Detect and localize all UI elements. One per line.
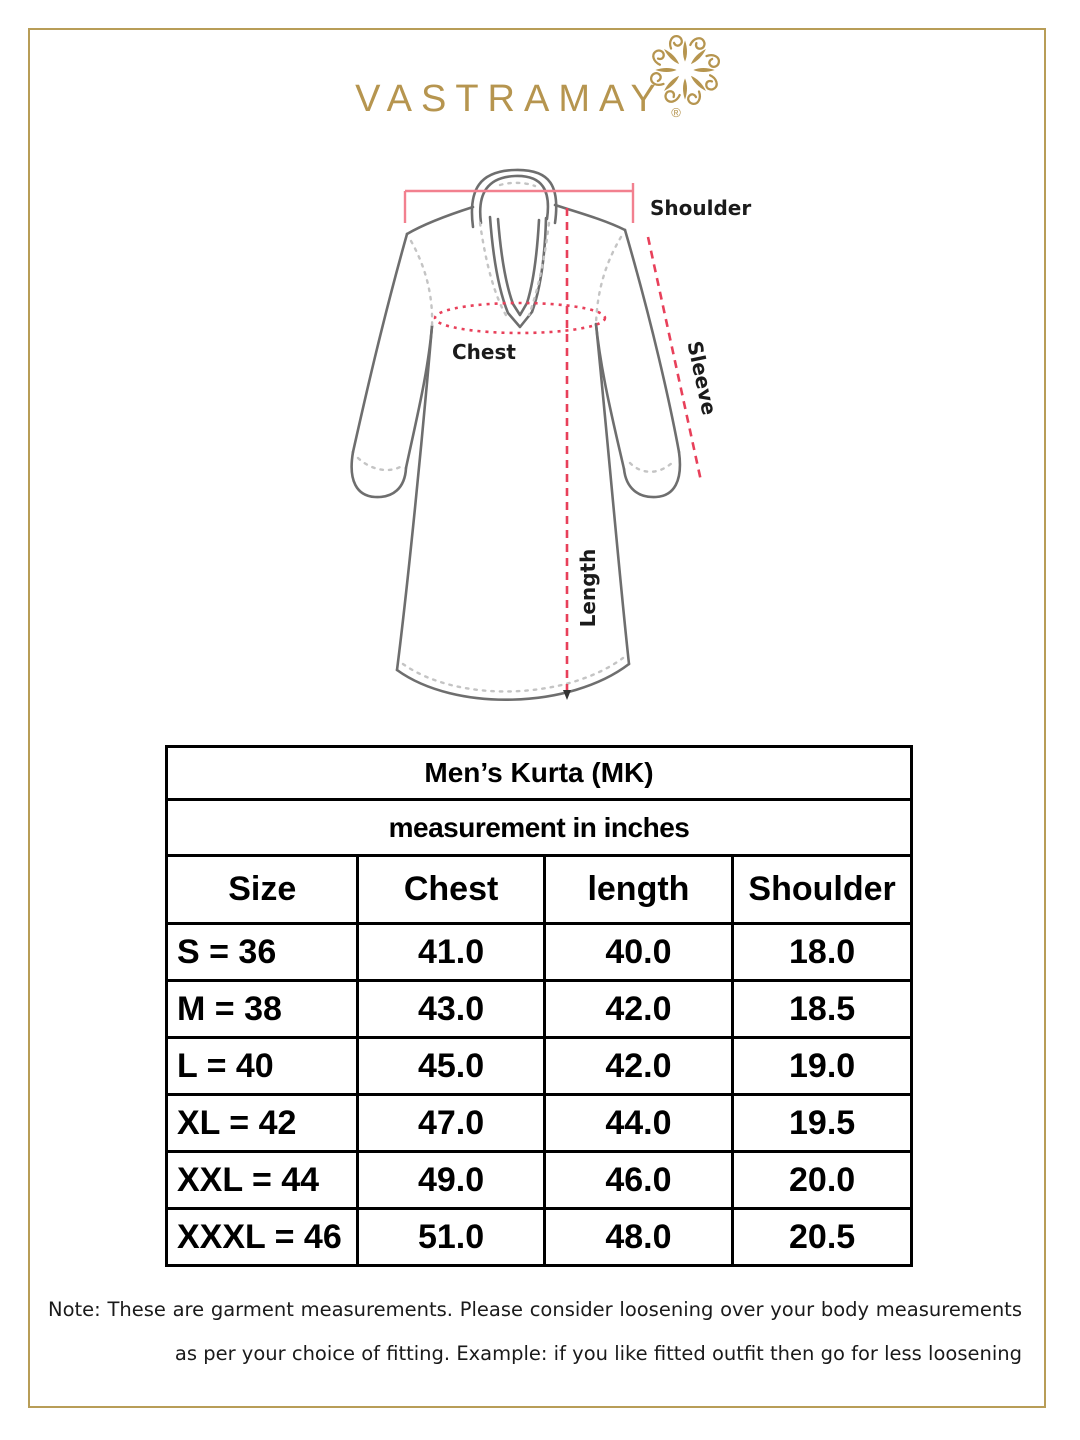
- chest-cell: 47.0: [358, 1095, 544, 1152]
- shoulder-cell: 19.0: [733, 1038, 912, 1095]
- kurta-measurement-diagram: [340, 163, 760, 733]
- chest-cell: 45.0: [358, 1038, 544, 1095]
- shoulder-cell: 20.5: [733, 1209, 912, 1266]
- chest-cell: 49.0: [358, 1152, 544, 1209]
- length-label: Length: [576, 548, 600, 628]
- collar-band-outer: [472, 170, 556, 227]
- right-sleeve-inner: [596, 324, 624, 469]
- left-sleeve-inner: [406, 326, 432, 468]
- length-cell: 44.0: [544, 1095, 732, 1152]
- shoulder-measure-line: [405, 183, 633, 223]
- left-shoulder-seam: [407, 207, 473, 234]
- shoulder-cell: 20.0: [733, 1152, 912, 1209]
- table-row: [167, 981, 912, 1038]
- collar-top-stitch: [500, 183, 535, 186]
- brand-header: [0, 80, 1080, 118]
- brand-name: VASTRAMAY: [355, 78, 665, 120]
- size-cell: XXXL = 46: [167, 1209, 358, 1266]
- measurement-note: [48, 1288, 1022, 1376]
- table-row: [167, 1209, 912, 1266]
- registered-trademark: ®: [671, 105, 681, 120]
- table-row: [167, 1095, 912, 1152]
- length-cell: 48.0: [544, 1209, 732, 1266]
- chest-cell: 51.0: [358, 1209, 544, 1266]
- size-cell: XXL = 44: [167, 1152, 358, 1209]
- table-row: [167, 1152, 912, 1209]
- column-header-length: length: [544, 856, 732, 924]
- column-header-size: Size: [167, 856, 358, 924]
- size-cell: S = 36: [167, 924, 358, 981]
- body-left-edge: [397, 326, 432, 670]
- left-armhole-stitch: [411, 241, 432, 326]
- shoulder-cell: 18.0: [733, 924, 912, 981]
- size-cell: L = 40: [167, 1038, 358, 1095]
- shoulder-cell: 18.5: [733, 981, 912, 1038]
- chest-label: Chest: [452, 340, 516, 364]
- body-right-edge: [596, 324, 629, 664]
- right-cuff-stitch: [630, 461, 674, 472]
- size-cell: XL = 42: [167, 1095, 358, 1152]
- brand-logo: [355, 78, 681, 120]
- hem-edge: [397, 664, 629, 700]
- chest-measure-ellipse: [435, 303, 605, 333]
- table-header-row: [167, 856, 912, 924]
- size-chart-table: [165, 745, 913, 1267]
- right-sleeve-outer: [625, 230, 679, 452]
- length-cell: 42.0: [544, 1038, 732, 1095]
- length-line-end-mark: [563, 690, 571, 700]
- shoulder-label: Shoulder: [650, 196, 752, 220]
- left-cuff-stitch: [358, 458, 402, 470]
- right-cuff: [624, 452, 680, 497]
- table-row: [167, 924, 912, 981]
- note-line-1: Note: These are garment measurements. Please consider loosening over your body measurements: [48, 1298, 1022, 1321]
- vastramay-ornament-icon: [647, 32, 723, 108]
- table-subtitle-row: [167, 800, 912, 856]
- chest-cell: 41.0: [358, 924, 544, 981]
- right-shoulder-seam: [555, 205, 625, 230]
- sleeve-label: Sleeve: [682, 338, 722, 418]
- note-line-2: as per your choice of fitting. Example: if you like fitted outfit then go for less loosening: [174, 1342, 1022, 1365]
- chest-cell: 43.0: [358, 981, 544, 1038]
- table-row: [167, 1038, 912, 1095]
- table-subtitle: measurement in inches: [167, 800, 912, 856]
- table-title: Men’s Kurta (MK): [167, 747, 912, 800]
- column-header-shoulder: Shoulder: [733, 856, 912, 924]
- shoulder-cell: 19.5: [733, 1095, 912, 1152]
- length-cell: 40.0: [544, 924, 732, 981]
- table-title-row: [167, 747, 912, 800]
- right-armhole-stitch: [596, 237, 621, 324]
- left-sleeve-outer: [353, 234, 407, 452]
- column-header-chest: Chest: [358, 856, 544, 924]
- length-cell: 42.0: [544, 981, 732, 1038]
- size-cell: M = 38: [167, 981, 358, 1038]
- length-cell: 46.0: [544, 1152, 732, 1209]
